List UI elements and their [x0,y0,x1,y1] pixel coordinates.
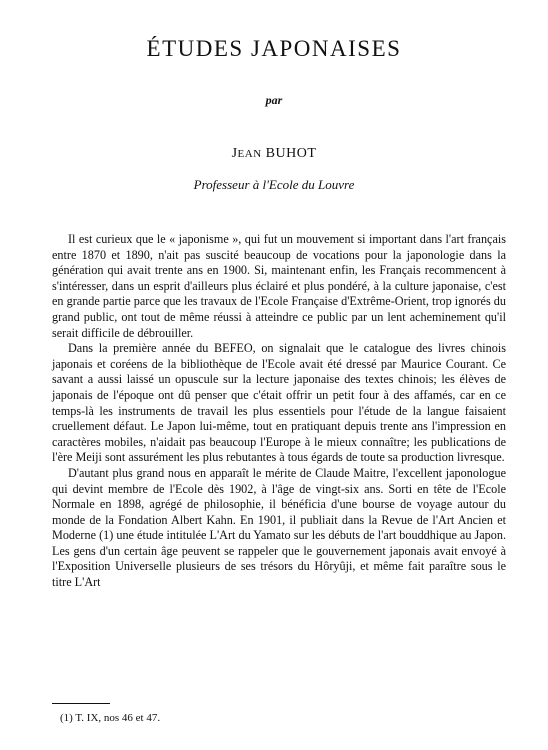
paragraph-3: D'autant plus grand nous en apparaît le mérite de Claude Maitre, l'excellent japonologue qui devint membre de l'Ecole dès 1902, à l'âge de vingt-six ans. Sorti en tête de l'Ecole Normale en 1898, agrégé de philosophie, il bénéficia d'une bourse de voyage autour du monde de la Fondation Albert Kahn. En 1901, il publiait dans la Revue de l'Art Ancien et Moderne (1) une étude intitulée L'Art du Yamato sur les débuts de l'art bouddhique au Japon. Les gens d'un certain âge peuvent se rappeler que le gouvernement japonais avait envoyé à l'Exposition Universelle plusieurs de ses trésors du Hôryûji, et même fait paraître sous le titre L'Art [52,465,506,590]
article-body [52,232,506,591]
footnote: (1) T. IX, nos 46 et 47. [60,712,161,724]
paragraph-2: Dans la première année du BEFEO, on signalait que le catalogue des livres chinois japonais et coréens de la bibliothèque de l'Ecole avait été dressé par Maurice Courant. Ce savant a aussi laissé un opuscule sur la lecture japonaise des textes chinois; les élèves de japonais de l'époque ont dû penser que c'était offrir un petit four à des affamés, car en ce temps-là les instruments de travail les plus essentiels pour l'étude de la langue faisaient cruellement défaut. Le Japon lui-même, tout en pratiquant depuis trente ans l'impression en caractères mobiles, n'aidait pas beaucoup l'Europe à le mieux connaître; les publications de l'ère Meiji sont assurément les plus rebutantes à tous égards de toute sa production livresque. [52,341,506,465]
author-affiliation: Professeur à l'Ecole du Louvre [193,177,355,192]
byline-par: par [265,93,283,107]
article-title: ÉTUDES JAPONAISES [146,36,402,61]
paragraph-1: Il est curieux que le « japonisme », qui fut un mouvement si important dans l'art français entre 1870 et 1890, n'ait pas suscité beaucoup de vocations pour la japonologie dans la génération qui avait trente ans en 1900. Si, maintenant enfin, les Français recommencent à s'intéresser, dans un esprit d'ailleurs plus éclairé et plus pondéré, à la culture japonaise, c'est en grande partie parce que les travaux de l'Ecole Française d'Extrême-Orient, trop ignorés du grand public, ont tout de même réussi à atteindre ce public par un lent acheminement qu'il serait difficile de débrouiller. [52,232,506,340]
footnote-divider [52,703,110,704]
author-initial: J [231,146,238,161]
author-first-rest: EAN [237,148,262,160]
author-name [0,146,548,162]
author-last: BUHOT [265,146,317,161]
